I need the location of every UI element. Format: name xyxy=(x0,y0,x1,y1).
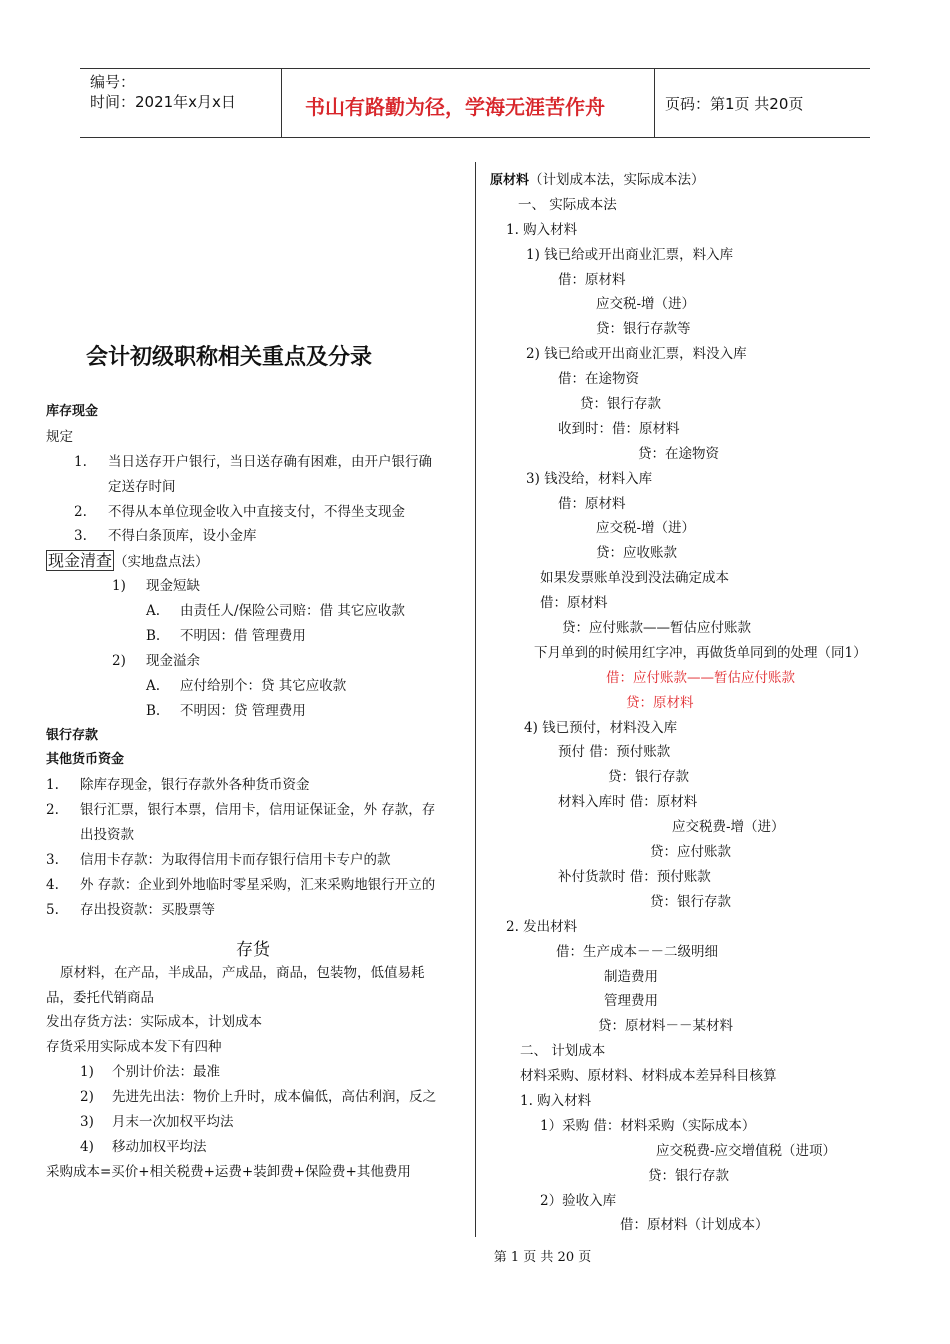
other-money-item-number: 4. xyxy=(46,876,59,893)
other-money-item-number: 1. xyxy=(46,777,59,794)
entry-line: 贷：应付账款 xyxy=(650,844,731,861)
surplus-subitem-number: A. xyxy=(146,677,161,694)
inventory-method-text: 个别计价法：最准 xyxy=(112,1064,220,1081)
entry-line: 1. 购入材料 xyxy=(520,1092,592,1109)
inventory-text-line: 原材料，在产品，半成品，产成品，商品，包装物，低值易耗 xyxy=(60,964,425,981)
entry-line: 收到时：借：原材料 xyxy=(558,420,680,437)
rule-item-number: 1. xyxy=(74,453,87,470)
entry-line: 3) 钱没给，材料入库 xyxy=(526,470,653,487)
cash-check-line xyxy=(46,549,466,574)
doc-number-label: 编号： xyxy=(90,73,136,91)
other-money-item-text: 信用卡存款：为取得信用卡而存银行信用卡专户的款 xyxy=(80,852,391,869)
shortage-subitem xyxy=(46,599,466,624)
entry-line: 贷：应收账款 xyxy=(596,545,677,562)
inventory-method xyxy=(46,1085,466,1110)
shortage-subitem-number: A. xyxy=(146,603,161,620)
entry-line: 贷：银行存款 xyxy=(648,1167,729,1184)
right-heading-note: （计划成本法，实际成本法） xyxy=(529,172,705,188)
page-header xyxy=(80,68,870,138)
shortage-item: 1) 现金短缺 xyxy=(112,578,200,595)
entry-line: 借：原材料（计划成本） xyxy=(620,1217,769,1234)
entry-line: 借：原材料 xyxy=(540,595,608,612)
entry-line: 制造费用 xyxy=(604,968,658,985)
entry-line: 贷：银行存款 xyxy=(608,769,689,786)
section-heading-bank: 银行存款 xyxy=(46,727,99,743)
other-money-item xyxy=(46,823,466,848)
entry-line: 应交税-增（进） xyxy=(596,520,696,537)
inventory-method-text: 月末一次加权平均法 xyxy=(112,1114,234,1131)
entry-line: 贷：银行存款 xyxy=(580,396,661,413)
cash-check-boxed: 现金清查 xyxy=(48,551,113,571)
entry-line: 贷：银行存款等 xyxy=(596,321,691,338)
rule-item xyxy=(46,524,466,549)
other-money-item-text: 除库存现金，银行存款外各种货币资金 xyxy=(80,777,310,794)
rule-item-text: 不得从本单位现金收入中直接支付，不得坐支现金 xyxy=(108,503,405,520)
inventory-method xyxy=(46,1135,466,1160)
inventory-method-text: 移动加权平均法 xyxy=(112,1138,207,1155)
shortage-subitem-number: B. xyxy=(146,628,161,645)
entry-line: 贷：在途物资 xyxy=(638,445,719,462)
entry-line: 贷：原材料－－某材料 xyxy=(598,1018,733,1035)
entry-line: 管理费用 xyxy=(604,993,658,1010)
rule-item xyxy=(46,500,466,525)
entry-line: 贷：银行存款 xyxy=(650,893,731,910)
purchase-cost-line: 采购成本=买价+相关税费+运费+装卸费+保险费+其他费用 xyxy=(46,1163,411,1180)
entry-line: 贷：原材料 xyxy=(626,694,694,711)
rule-item-text: 当日送存开户银行，当日送存确有困难，由开户银行确 xyxy=(108,453,432,470)
inventory-method xyxy=(46,1060,466,1085)
other-money-item-text: 存出投资款：买股票等 xyxy=(80,901,215,918)
shortage-subitem-text: 由责任人/保险公司赔：借 其它应收款 xyxy=(180,603,405,620)
inventory-method xyxy=(46,1110,466,1135)
rules-label: 规定 xyxy=(46,428,73,445)
page-footer: 第 1 页 共 20 页 xyxy=(493,1250,592,1265)
shortage-subitem-text: 不明因：借 管理费用 xyxy=(180,628,306,645)
other-money-item xyxy=(46,898,466,923)
entry-line: 一、 实际成本法 xyxy=(518,196,617,213)
page-title: 会计初级职称相关重点及分录 xyxy=(86,345,373,370)
other-money-item-number: 5. xyxy=(46,901,59,918)
other-money-item-text: 银行汇票，银行本票，信用卡，信用证保证金，外 存款，存 xyxy=(80,802,436,819)
inventory-method-number: 1) xyxy=(80,1064,94,1081)
inventory-text-line: 品，委托代销商品 xyxy=(46,989,154,1006)
other-money-item-number: 2. xyxy=(46,802,59,819)
inventory-method-number: 2) xyxy=(80,1089,94,1106)
entry-line: 2. 发出材料 xyxy=(506,918,578,935)
rule-item xyxy=(46,450,466,475)
entry-line: 借：应付账款——暂估应付账款 xyxy=(606,669,795,686)
section-heading-other: 其他货币资金 xyxy=(46,752,125,768)
rule-item-number: 3. xyxy=(74,528,87,545)
entry-line: 1）采购 借：材料采购（实际成本） xyxy=(540,1117,756,1134)
inventory-text-line: 存货采用实际成本发下有四种 xyxy=(46,1039,222,1056)
header-motto: 书山有路勤为径，学海无涯苦作舟 xyxy=(305,95,605,119)
other-money-item-text: 外 存款：企业到外地临时零星采购，汇来采购地银行开立的 xyxy=(80,876,436,893)
column-divider xyxy=(475,162,476,1237)
inventory-text-line: 发出存货方法：实际成本，计划成本 xyxy=(46,1014,262,1031)
entry-line: 借：原材料 xyxy=(558,495,626,512)
entry-line: 二、 计划成本 xyxy=(520,1043,606,1060)
section-heading-cash: 库存现金 xyxy=(46,404,99,419)
header-page-label: 页码：第1页 共20页 xyxy=(665,95,804,113)
other-money-item xyxy=(46,773,466,798)
rule-item-text: 不得白条顶库，设小金库 xyxy=(108,528,257,545)
inventory-method-text: 先进先出法：物价上升时，成本偏低，高估利润，反之 xyxy=(112,1089,436,1106)
entry-line: 应交税费-应交增值税（进项） xyxy=(656,1142,837,1159)
surplus-subitem-text: 不明因：贷 管理费用 xyxy=(180,702,306,719)
rule-item-number: 2. xyxy=(74,503,87,520)
surplus-subitem-text: 应付给别个：贷 其它应收款 xyxy=(180,677,347,694)
entry-line: 补付货款时 借：预付账款 xyxy=(558,868,711,885)
entry-line: 材料入库时 借：原材料 xyxy=(558,794,698,811)
entry-line: 如果发票账单没到没法确定成本 xyxy=(540,570,729,587)
entry-line: 借：原材料 xyxy=(558,271,626,288)
entry-line: 应交税费-增（进） xyxy=(672,819,785,836)
entry-line: 应交税-增（进） xyxy=(596,296,696,313)
shortage-subitem xyxy=(46,624,466,649)
entry-line: 借：在途物资 xyxy=(558,371,639,388)
doc-date-label: 时间：2021年x月x日 xyxy=(90,93,236,111)
entry-line: 预付 借：预付账款 xyxy=(558,744,671,761)
other-money-item xyxy=(46,848,466,873)
left-column xyxy=(46,400,466,1185)
entry-line: 4) 钱已预付，材料没入库 xyxy=(524,719,678,736)
entry-line: 1) 钱已给或开出商业汇票，料入库 xyxy=(526,246,734,263)
entry-line: 2) 钱已给或开出商业汇票，料没入库 xyxy=(526,346,747,363)
right-heading: 原材料 xyxy=(490,173,530,188)
surplus-subitem xyxy=(46,699,466,724)
right-heading-line xyxy=(490,168,920,193)
entry-line: 借：生产成本－－二级明细 xyxy=(556,943,718,960)
entry-line: 贷：应付账款——暂估应付账款 xyxy=(562,620,751,637)
rule-item xyxy=(46,475,466,500)
other-money-item xyxy=(46,873,466,898)
right-column xyxy=(490,168,920,1238)
rule-item-text: 定送存时间 xyxy=(108,478,176,495)
inventory-method-number: 3) xyxy=(80,1114,94,1131)
entry-line: 1. 购入材料 xyxy=(506,221,578,238)
surplus-item: 2) 现金溢余 xyxy=(112,652,200,669)
other-money-item-text: 出投资款 xyxy=(80,827,134,844)
inventory-method-number: 4) xyxy=(80,1138,94,1155)
section-heading-inventory: 存货 xyxy=(236,939,270,960)
surplus-subitem xyxy=(46,674,466,699)
entry-line: 材料采购、原材料、材料成本差异科目核算 xyxy=(520,1068,777,1085)
surplus-subitem-number: B. xyxy=(146,702,161,719)
other-money-item-number: 3. xyxy=(46,852,59,869)
entry-line: 2）验收入库 xyxy=(540,1192,617,1209)
other-money-item xyxy=(46,798,466,823)
cash-check-note: （实地盘点法） xyxy=(114,554,209,571)
entry-line: 下月单到的时候用红字冲，再做货单同到的处理（同1） xyxy=(534,644,867,661)
